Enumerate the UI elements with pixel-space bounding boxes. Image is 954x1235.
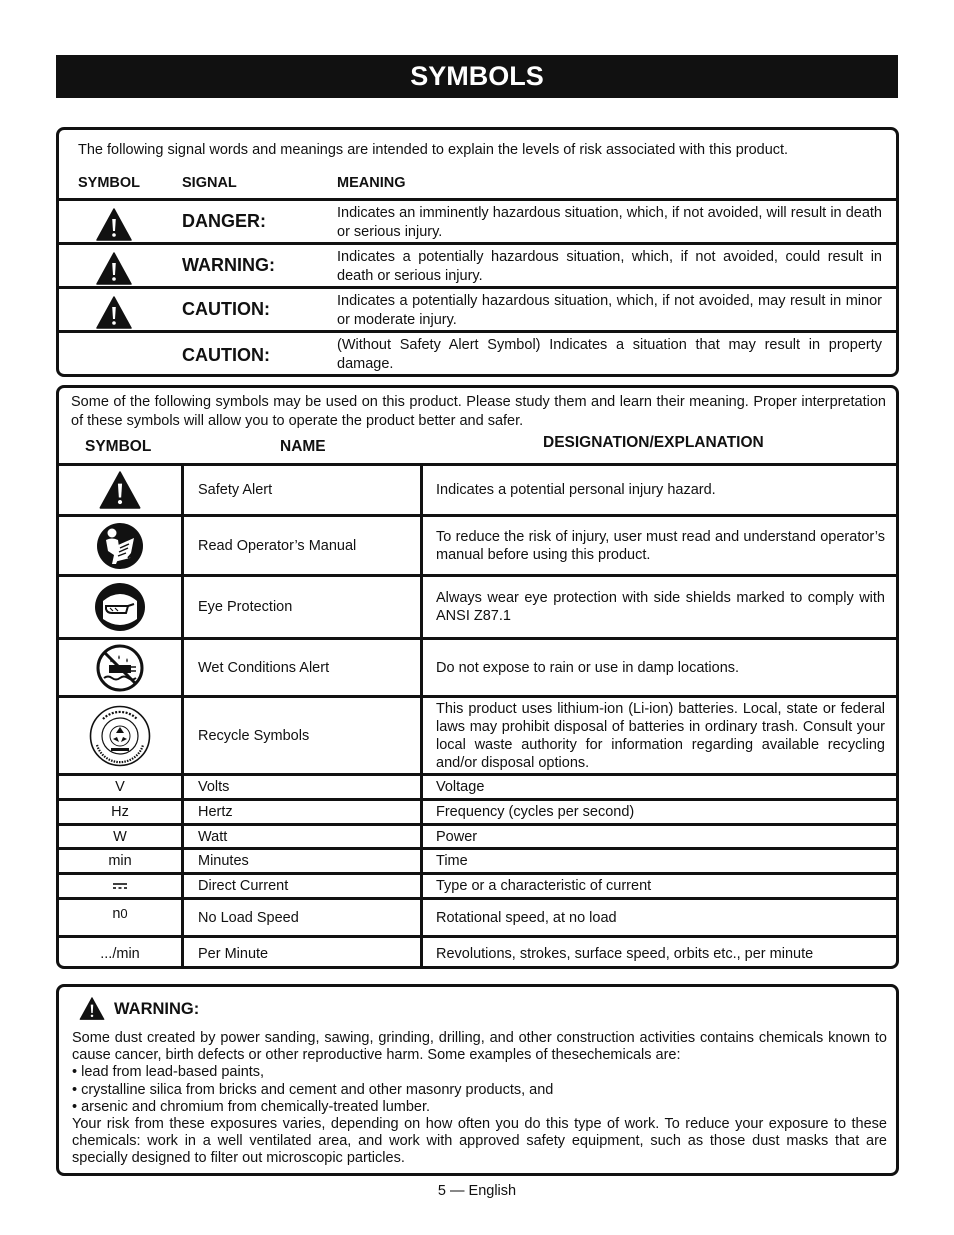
symbol-text: V [59,776,184,798]
symbol-row-wet-conditions [59,637,896,695]
signal-row-danger [59,198,896,242]
symbol-text: Hz [59,801,184,823]
warning-box [56,984,899,1176]
signal-header-meaning: MEANING [337,175,406,191]
symbol-explanation: Power [436,828,478,845]
read-manual-icon [96,522,144,570]
signal-meaning: (Without Safety Alert Symbol) Indicates a situation that may result in property damage. [337,337,882,372]
signal-row-warning [59,242,896,286]
symbol-row-minutes [59,847,896,872]
symbol-row-recycle [59,695,896,773]
warning-bullet: • arsenic and chromium from chemically-treated lumber. [72,1098,431,1115]
warning-bullet: • lead from lead-based paints, [72,1064,265,1081]
symbol-explanation: Rotational speed, at no load [436,909,617,926]
symbol-name: Watt [184,826,423,847]
symbol-row-no-load-speed [59,897,896,935]
signal-word: DANGER: [182,211,266,231]
symbol-explanation: Always wear eye protection with side shields marked to comply with ANSI Z87.1 [436,590,885,624]
symbol-name: Hertz [184,801,423,823]
safety-alert-triangle-icon [96,208,132,241]
symbols-intro: Some of the following symbols may be used on this product. Please study them and learn their meaning. Proper interpretation of these symbols will allow you to operate the product better and safer. [71,394,886,429]
symbol-name: Eye Protection [184,577,423,637]
symbol-name: Safety Alert [184,466,423,514]
signal-row-caution [59,286,896,330]
warning-closing: Your risk from these exposures varies, depending on how often you do this type of work. To reduce your exposure to these chemicals: work in a well ventilated area, and work with approved safety equipment, such as those dust masks that are specially designed to filter out microscopic particles. [72,1116,887,1167]
safety-alert-triangle-icon [96,296,132,329]
signal-meaning: Indicates a potentially hazardous situation, which, if not avoided, could result in death or serious injury. [337,249,882,284]
symbol-name: Minutes [184,850,423,872]
signal-header-symbol: SYMBOL [78,175,141,191]
symbol-explanation: Voltage [436,779,485,795]
safety-alert-triangle-icon [96,252,132,285]
symbols-header-name: NAME [280,438,326,455]
symbol-text: .../min [59,938,184,969]
signal-word: CAUTION: [182,299,270,319]
symbol-row-safety-alert [59,463,896,514]
direct-current-icon [112,882,128,890]
symbols-header-designation: DESIGNATION/EXPLANATION [543,434,764,451]
warning-bullet: • crystalline silica from bricks and cement and other masonry products, and [72,1081,554,1098]
symbol-explanation: Indicates a potential personal injury hazard. [436,482,716,498]
symbols-header-symbol: SYMBOL [85,438,152,455]
symbol-row-hertz [59,798,896,823]
symbol-explanation: Revolutions, strokes, surface speed, orbits etc., per minute [436,945,814,962]
signal-meaning: Indicates a potentially hazardous situation, which, if not avoided, may result in minor or moderate injury. [337,293,882,328]
symbol-row-watt [59,823,896,847]
symbol-text: n 0 [59,900,184,935]
symbol-name: Recycle Symbols [184,698,423,773]
symbol-row-eye-protection [59,574,896,637]
symbol-name: No Load Speed [184,900,423,935]
signal-header-signal: SIGNAL [182,175,237,191]
symbol-row-read-manual [59,514,896,574]
symbol-explanation: This product uses lithium-ion (Li-ion) batteries. Local, state or federal laws may prohibit disposal of batteries in ordinary trash. Consult your local waste authority for information regarding available recycling and/or disposal options. [436,700,885,771]
eye-protection-icon [94,582,146,632]
symbol-row-per-minute [59,935,896,969]
signal-word: WARNING: [182,255,275,275]
safety-alert-triangle-icon [98,471,142,509]
symbol-explanation: Do not expose to rain or use in damp locations. [436,659,740,676]
signal-intro: The following signal words and meanings are intended to explain the levels of risk associated with this product. [78,142,789,158]
wet-conditions-icon [96,644,144,692]
symbol-explanation: Type or a characteristic of current [436,878,652,894]
signal-row-caution-property [59,330,896,377]
signal-word: CAUTION: [182,345,270,365]
symbol-explanation: Time [436,853,468,869]
warning-body [72,1030,887,1168]
symbol-name: Wet Conditions Alert [184,640,423,695]
symbol-explanation: To reduce the risk of injury, user must read and understand operator’s manual before using this product. [436,528,885,563]
symbol-row-direct-current [59,872,896,897]
signal-meaning: Indicates an imminently hazardous situation, which, if not avoided, will result in death or serious injury. [337,205,882,240]
symbol-name: Direct Current [184,875,423,897]
symbol-row-volts [59,773,896,798]
symbol-text: min [59,850,184,872]
symbol-name: Per Minute [184,938,423,969]
warning-title: WARNING: [114,1000,200,1018]
safety-alert-triangle-icon [79,997,105,1020]
recycle-seal-icon [89,705,151,767]
symbol-name: Volts [184,776,423,798]
page-footer: 5 — English [437,1183,517,1199]
page-title: SYMBOLS [56,55,898,98]
symbol-text: W [59,826,184,847]
symbol-explanation: Frequency (cycles per second) [436,804,635,820]
signal-words-box [56,127,899,377]
symbols-box [56,385,899,969]
symbol-name: Read Operator’s Manual [184,517,423,574]
warning-intro: Some dust created by power sanding, sawing, grinding, drilling, and other construction activities contains chemicals known to cause cancer, birth defects or other reproductive harm. Some examples of thesechemicals are: [72,1030,887,1064]
